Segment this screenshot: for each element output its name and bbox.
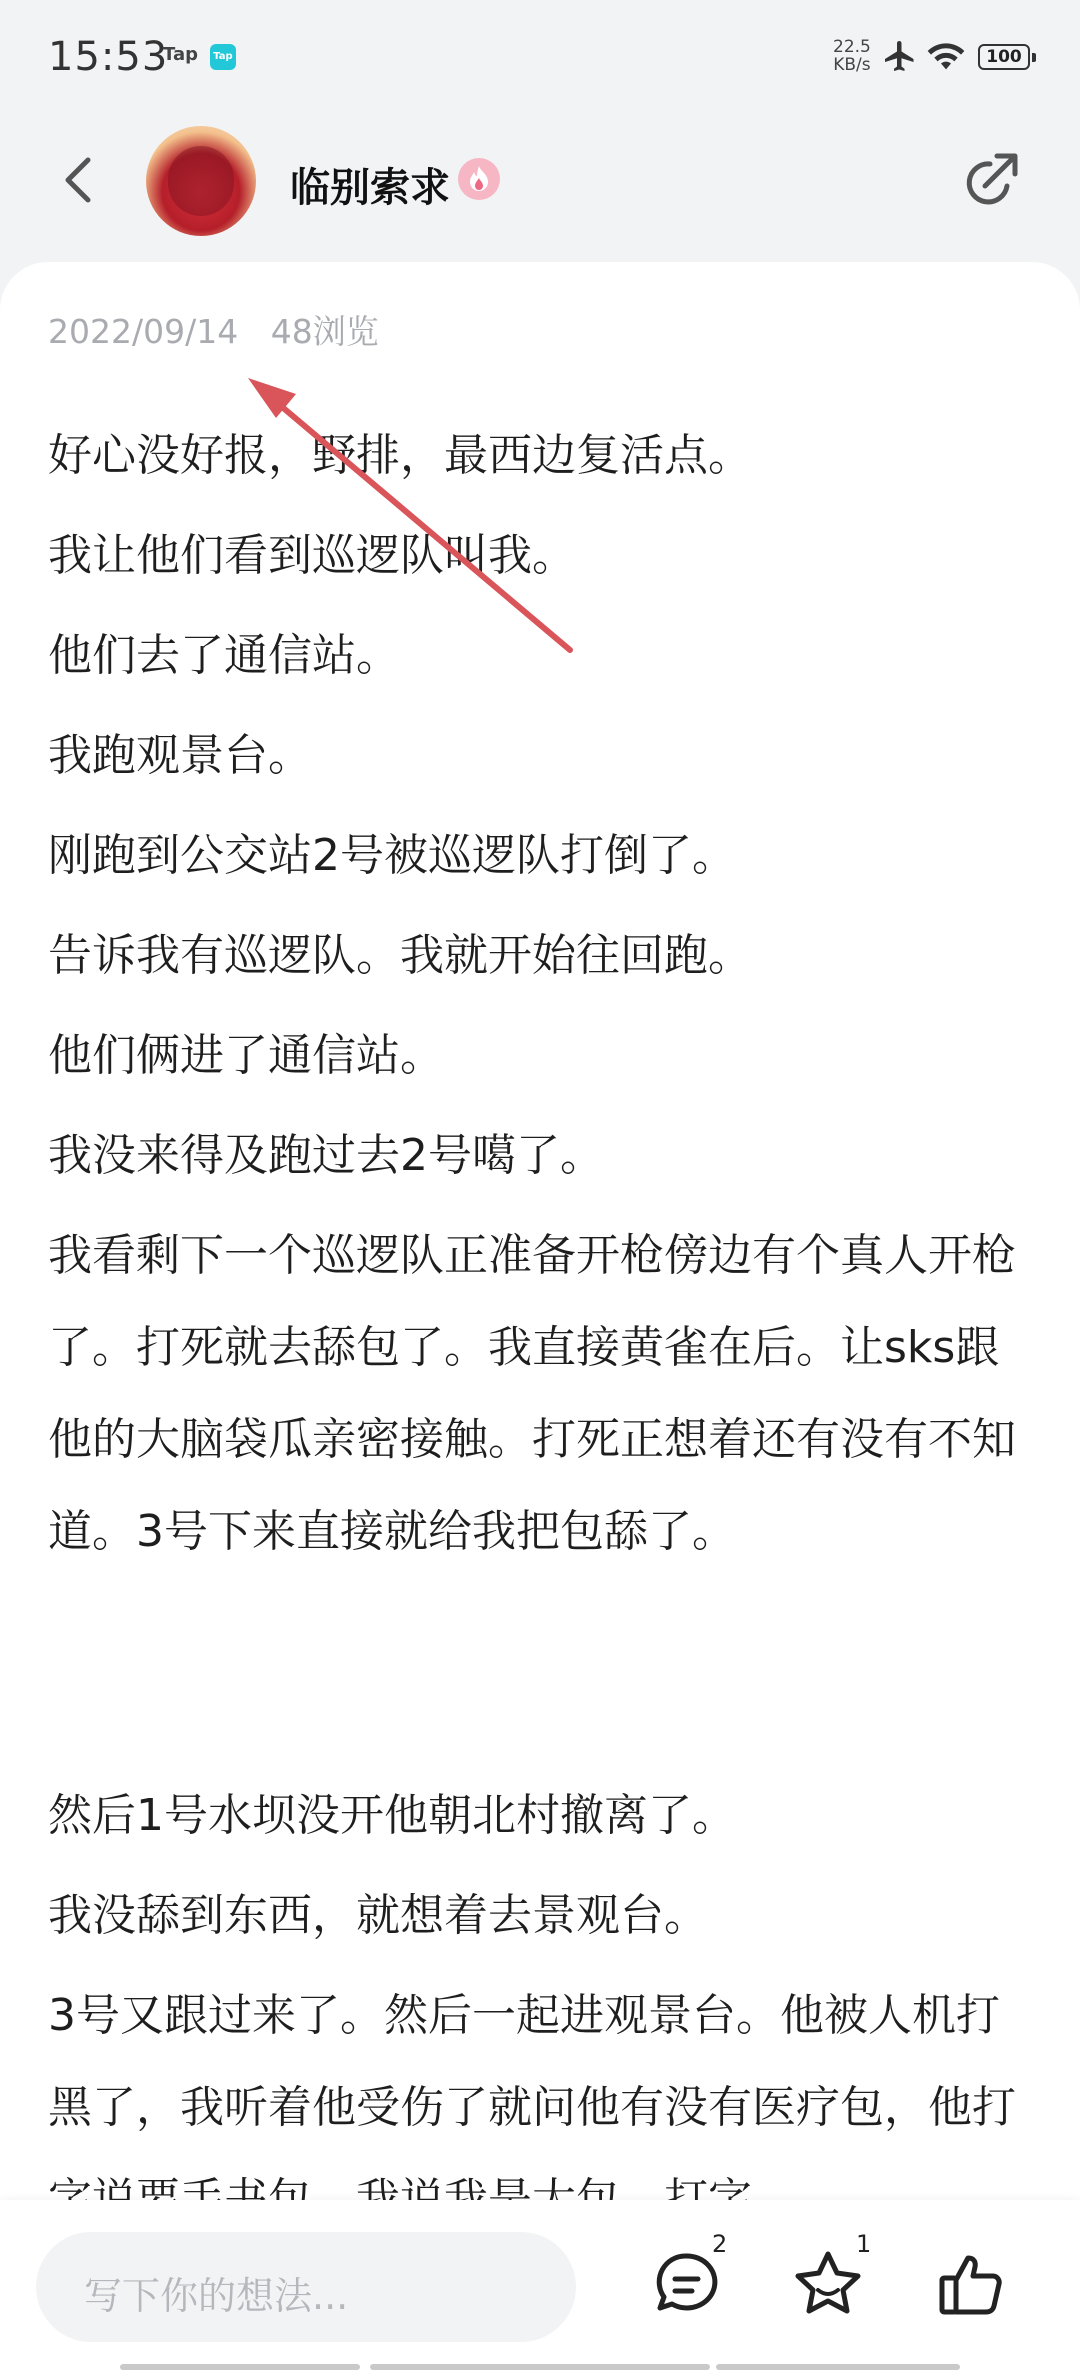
comment-input[interactable] bbox=[36, 2232, 576, 2342]
paragraph: 刚跑到公交站2号被巡逻队打倒了。 bbox=[48, 830, 736, 881]
tap-app-icon: Tap bbox=[163, 44, 198, 65]
network-speed-value: 22.5 bbox=[833, 37, 871, 57]
author-name[interactable]: 临别索求 bbox=[290, 165, 450, 211]
paragraph: 我跑观景台。 bbox=[48, 730, 312, 781]
paragraph: 我让他们看到巡逻队叫我。 bbox=[48, 530, 576, 581]
post-header bbox=[0, 110, 1080, 260]
post-content-card bbox=[0, 262, 1080, 2262]
paragraph: 好心没好报，野排，最西边复活点。 bbox=[48, 430, 752, 481]
paragraph: 他们去了通信站。 bbox=[48, 630, 400, 681]
flame-icon bbox=[465, 164, 493, 194]
status-time: 15:53 bbox=[48, 34, 169, 80]
avatar[interactable] bbox=[146, 126, 256, 236]
star-icon[interactable] bbox=[790, 2246, 866, 2322]
battery-indicator: 100 bbox=[978, 44, 1030, 70]
paragraph: 3号又跟过来了。然后一起进观景台。他被人机打黑了，我听着他受伤了就问他有没有医疗包，他打 bbox=[48, 1990, 1016, 2133]
paragraph: 然后1号水坝没开他朝北村撤离了。 bbox=[48, 1790, 736, 1841]
avatar-image bbox=[168, 146, 234, 216]
flame-badge-icon bbox=[458, 158, 500, 200]
paragraph: 告诉我有巡逻队。我就开始往回跑。 bbox=[48, 930, 752, 981]
airplane-icon bbox=[882, 38, 918, 74]
thumbs-up-icon[interactable] bbox=[934, 2246, 1010, 2322]
bottom-action-bar bbox=[0, 2200, 1080, 2376]
tap-app-icon-2: Tap bbox=[210, 44, 236, 70]
paragraph: 他们俩进了通信站。 bbox=[48, 1030, 444, 1081]
paragraph: 我没舔到东西，就想着去景观台。 bbox=[48, 1890, 708, 1941]
wifi-icon bbox=[926, 40, 966, 72]
network-speed bbox=[833, 38, 871, 74]
nav-indicator bbox=[370, 2364, 710, 2370]
status-bar bbox=[0, 0, 1080, 110]
post-date: 2022/09/14 bbox=[48, 312, 239, 351]
post-views: 48浏览 bbox=[270, 312, 379, 351]
paragraph: 我没来得及跑过去2号噶了。 bbox=[48, 1130, 604, 1181]
comment-placeholder: 写下你的想法... bbox=[84, 2274, 349, 2318]
nav-indicator bbox=[120, 2364, 360, 2370]
back-chevron-icon[interactable] bbox=[50, 150, 110, 210]
paragraph-spacer bbox=[48, 1586, 1038, 1770]
share-icon[interactable] bbox=[955, 146, 1025, 216]
nav-indicator bbox=[716, 2364, 960, 2370]
annotation-arrow bbox=[0, 262, 1080, 762]
paragraph: 我看剩下一个巡逻队正准备开枪傍边有个真人开枪了。打死就去舔包了。我直接黄雀在后。让sks跟他的大脑袋瓜亲密接触。打死正想着还有没有不知道。3号下来直接就给我把包舔了。 bbox=[48, 1230, 1016, 1557]
favorite-count: 1 bbox=[856, 2230, 872, 2258]
comment-count: 2 bbox=[712, 2230, 728, 2258]
network-speed-unit: KB/s bbox=[833, 55, 871, 75]
